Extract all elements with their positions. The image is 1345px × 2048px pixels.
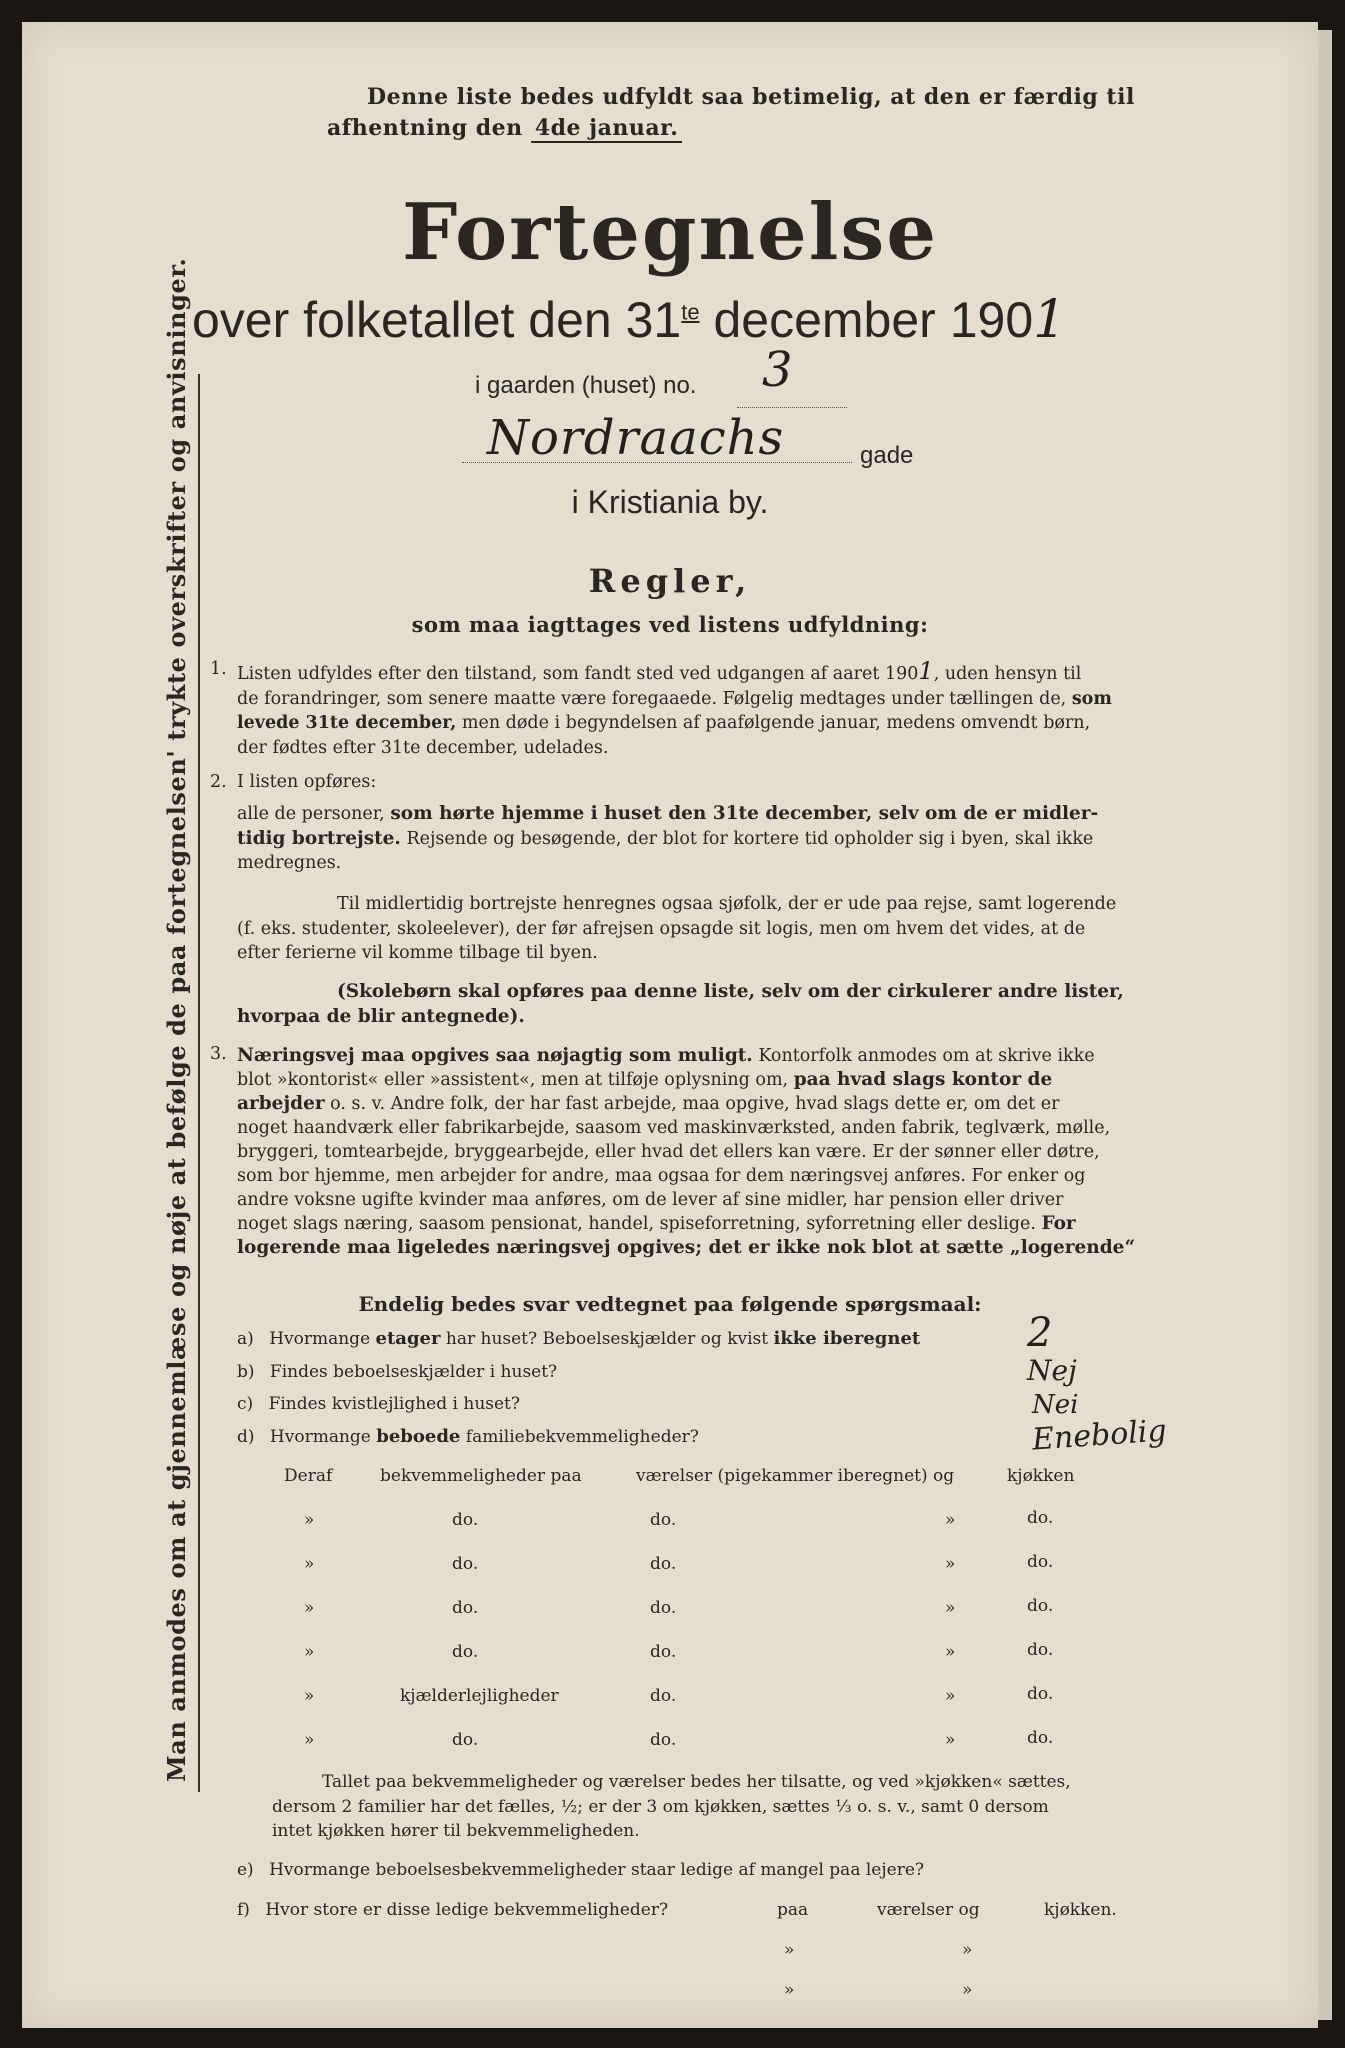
rule-3-l2: blot »kontorist« eller »assistent«, men at tilføje oplysning om, [237, 1070, 789, 1090]
f-row-2-quote: » [784, 1980, 795, 2000]
answer-d-handwritten: Enebolig [1030, 1413, 1168, 1458]
table-header-bekvemmeligheder: bekvemmeligheder paa [380, 1466, 582, 1486]
street-handwritten: Nordraachs [487, 410, 785, 466]
f-row-1-quote2: » [962, 1940, 973, 1960]
question-d-bold: beboede [376, 1426, 461, 1447]
row-6-bekv: do. [452, 1730, 479, 1750]
answer-a-handwritten: 2 [1027, 1310, 1053, 1356]
table-note-l1: Tallet paa bekvemmeligheder og værelser bedes her tilsatte, og ved »kjøkken« sættes, [322, 1772, 1071, 1792]
row-1-kjokken: do. [1027, 1508, 1054, 1528]
question-c-text: Findes kvistlejlighed i huset? [268, 1394, 521, 1414]
row-5-quote: » [304, 1686, 315, 1706]
header-note-date: 4de januar. [531, 115, 683, 143]
row-5-vaer: do. [650, 1686, 677, 1706]
rule-1-year: 1 [918, 657, 934, 685]
header-note-prefix: afhentning den [327, 115, 523, 141]
house-number-handwritten: 3 [762, 342, 793, 398]
question-d-text2: familiebekvemmeligheder? [465, 1427, 699, 1447]
row-2-bekv: do. [452, 1554, 479, 1574]
rule-3-text [237, 1044, 1177, 1260]
table-header-vaerelser: værelser (pigekammer iberegnet) og [636, 1466, 955, 1486]
rule-2-p2-l1: Til midlertidig bortrejste henregnes ogsaa sjøfolk, der er ude paa rejse, samt logerende [337, 894, 1117, 914]
question-a-bold2: ikke iberegnet [773, 1328, 921, 1349]
row-3-quote: » [304, 1598, 315, 1618]
table-note [272, 1770, 1172, 1844]
question-e-label: e) [237, 1860, 254, 1880]
rule-3-l3-bold: arbejder [237, 1093, 325, 1114]
row-4-quote: » [304, 1642, 315, 1662]
rule-1-l1: Listen udfyldes efter den tilstand, som fandt sted ved udgangen af aaret 190 [237, 664, 919, 684]
rule-2-l2-bold: tidig bortrejste. [237, 827, 401, 849]
answer-c-handwritten: Nei [1032, 1390, 1079, 1420]
row-4-bekv: do. [452, 1642, 479, 1662]
row-3-kjokken: do. [1027, 1596, 1054, 1616]
rule-2-intro: I listen opføres: [237, 772, 377, 792]
table-note-l3: intet kjøkken hører til bekvemmeligheden. [272, 1821, 640, 1841]
rule-3-l3: o. s. v. Andre folk, der har fast arbejde, maa opgive, hvad slags dette er, om det er [330, 1094, 1060, 1114]
rule-2-p2-l2: (f. eks. studenter, skoleelever), der før afrejsen opsagde sit logis, men om hvem det vides, at de [237, 918, 1086, 939]
rule-2-p3-l1: (Skolebørn skal opføres paa denne liste, selv om der cirkulerer andre lister, [337, 981, 1124, 1002]
row-5-quote2: » [945, 1686, 956, 1706]
rule-1-number: 1. [210, 659, 227, 679]
row-2-quote2: » [945, 1554, 956, 1574]
header-note-line2 [327, 115, 682, 141]
rule-3-l9-bold: logerende maa ligeledes næringsvej opgives; det er ikke nok blot at sætte „logerende“ [237, 1237, 1136, 1258]
page-edge [1318, 30, 1332, 2020]
rule-2-paragraph-2 [237, 892, 1167, 966]
row-3-vaer: do. [650, 1598, 677, 1618]
subtitle-suffix: december 190 [713, 292, 1034, 348]
subtitle-year-handwritten: 1 [1033, 290, 1067, 350]
row-6-kjokken: do. [1027, 1728, 1054, 1748]
row-6-quote2: » [945, 1730, 956, 1750]
question-a-text: Hvormange [269, 1329, 371, 1349]
question-f-text: Hvor store er disse ledige bekvemmeligheder? [265, 1900, 669, 1920]
rule-1-text [237, 659, 1167, 760]
row-4-quote2: » [945, 1642, 956, 1662]
question-d [237, 1426, 699, 1447]
rule-2-l2: Rejsende og besøgende, der blot for kortere tid opholder sig i byen, skal ikke [406, 828, 1094, 849]
question-c [237, 1394, 520, 1414]
rule-3-l6: som bor hjemme, men arbejder for andre, maa ogsaa for dem næringsvej anføres. For enker og [237, 1166, 1086, 1186]
question-b [237, 1362, 557, 1382]
rule-2-number: 2. [210, 772, 227, 792]
question-a-text2: har huset? Beboelseskjælder og kvist [445, 1329, 769, 1349]
question-a-label: a) [237, 1329, 254, 1349]
rule-2-l3: medregnes. [237, 853, 342, 873]
rule-3-l4: noget haandværk eller fabrikarbejde, saasom ved maskinværksted, anden fabrik, teglværk, mølle, [237, 1118, 1111, 1138]
house-label: i gaarden (huset) no. [475, 372, 697, 399]
row-5-bekv: kjælderlejligheder [400, 1686, 559, 1706]
rule-2-paragraph-3 [237, 980, 1167, 1029]
rule-3-number: 3. [210, 1044, 227, 1064]
question-f-vaerelser: værelser og [877, 1900, 980, 1920]
rule-3-l5: bryggeri, tomtearbejde, bryggearbejde, eller hvad det ellers kan være. Er der sønner eller døtre, [237, 1142, 1100, 1162]
rule-1-l2-bold: som [1071, 688, 1112, 709]
rule-3-l2-bold: paa hvad slags kontor de [793, 1069, 1053, 1090]
row-4-kjokken: do. [1027, 1640, 1054, 1660]
table-header-deraf: Deraf [284, 1466, 333, 1486]
rule-2-l1-bold: som hørte hjemme i huset den 31te december, selv om de er midler- [390, 803, 1099, 824]
question-d-label: d) [237, 1427, 255, 1447]
question-d-text: Hvormange [269, 1427, 371, 1447]
question-f-label: f) [237, 1900, 250, 1920]
street-suffix: gade [860, 442, 914, 469]
row-2-kjokken: do. [1027, 1552, 1054, 1572]
answer-b-handwritten: Nej [1027, 1354, 1077, 1387]
row-1-quote2: » [945, 1510, 956, 1530]
rule-3-l1: Kontorfolk anmodes om at skrive ikke [758, 1046, 1095, 1066]
question-f-paa: paa [777, 1900, 809, 1920]
rule-1-l3-bold: levede 31te december, [237, 713, 457, 733]
document-title: Fortegnelse [402, 187, 938, 278]
question-f-kjokken: kjøkken. [1044, 1900, 1117, 1920]
table-note-l2: dersom 2 familier har det fælles, ½; er der 3 om kjøkken, sættes ⅓ o. s. v., samt 0 dersom [272, 1796, 1049, 1817]
house-no-line [737, 407, 847, 408]
city-line: i Kristiania by. [571, 484, 769, 520]
subtitle-prefix: over folketallet den 31 [192, 292, 682, 348]
row-4-vaer: do. [650, 1642, 677, 1662]
rule-2-l1: alle de personer, [237, 804, 385, 824]
rule-1-l4: der fødtes efter 31te december, udelades. [237, 737, 609, 758]
rule-3-l1-bold: Næringsvej maa opgives saa nøjagtig som muligt. [237, 1045, 753, 1066]
row-3-bekv: do. [452, 1598, 479, 1618]
document-subtitle [192, 290, 1066, 350]
f-row-1-quote: » [784, 1940, 795, 1960]
row-6-quote: » [304, 1730, 315, 1750]
rule-2-p3-l2: hvorpaa de blir antegnede). [237, 1005, 525, 1027]
sidebar-instruction: Man anmodes om at gjennemlæse og nøje at befølge de paa fortegnelsen' trykte overskrifter og anvisninger. [162, 257, 191, 1782]
question-b-label: b) [237, 1362, 255, 1382]
table-header-kjokken: kjøkken [1007, 1466, 1075, 1486]
rule-2-text [237, 802, 1167, 876]
census-form-page [22, 22, 1318, 2028]
rule-3-l7: andre voksne ugifte kvinder maa anføres, om de lever af sine midler, har pension eller driver [237, 1190, 1064, 1210]
questions-heading: Endelig bedes svar vedtegnet paa følgende spørgsmaal: [358, 1292, 982, 1316]
question-c-label: c) [237, 1394, 254, 1414]
rule-1-l3: men døde i begyndelsen af paafølgende januar, medens omvendt børn, [461, 713, 1091, 733]
f-row-2-quote2: » [962, 1980, 973, 2000]
subtitle-superscript: te [681, 299, 700, 325]
row-2-quote: » [304, 1554, 315, 1574]
rules-subheading: som maa iagttages ved listens udfyldning: [411, 612, 929, 637]
row-5-kjokken: do. [1027, 1684, 1054, 1704]
question-e [237, 1860, 924, 1880]
row-1-quote: » [304, 1510, 315, 1530]
header-note-line1: Denne liste bedes udfyldt saa betimelig, at den er færdig til [367, 84, 1135, 110]
row-2-vaer: do. [650, 1554, 677, 1574]
question-b-text: Findes beboelseskjælder i huset? [269, 1362, 558, 1382]
row-1-vaer: do. [650, 1510, 677, 1530]
row-3-quote2: » [945, 1598, 956, 1618]
rule-3-l8-bold: For [1041, 1213, 1076, 1234]
row-1-bekv: do. [452, 1510, 479, 1530]
rules-heading: Regler, [588, 562, 752, 600]
rule-2-p2-l3: efter ferierne vil komme tilbage til byen. [237, 943, 598, 963]
rule-1-l1-end: , uden hensyn til [933, 664, 1082, 684]
question-a-bold: etager [375, 1328, 441, 1349]
question-f [237, 1900, 1137, 1920]
question-a [237, 1328, 920, 1349]
rule-3-l8: noget slags næring, saasom pensionat, handel, spiseforretning, syforretning eller deslige. [237, 1214, 1036, 1234]
question-e-text: Hvormange beboelsesbekvemmeligheder staar ledige af mangel paa lejere? [269, 1860, 924, 1880]
row-6-vaer: do. [650, 1730, 677, 1750]
rule-1-l2: de forandringer, som senere maatte være foregaaede. Følgelig medtages under tællingen de, [237, 688, 1067, 709]
